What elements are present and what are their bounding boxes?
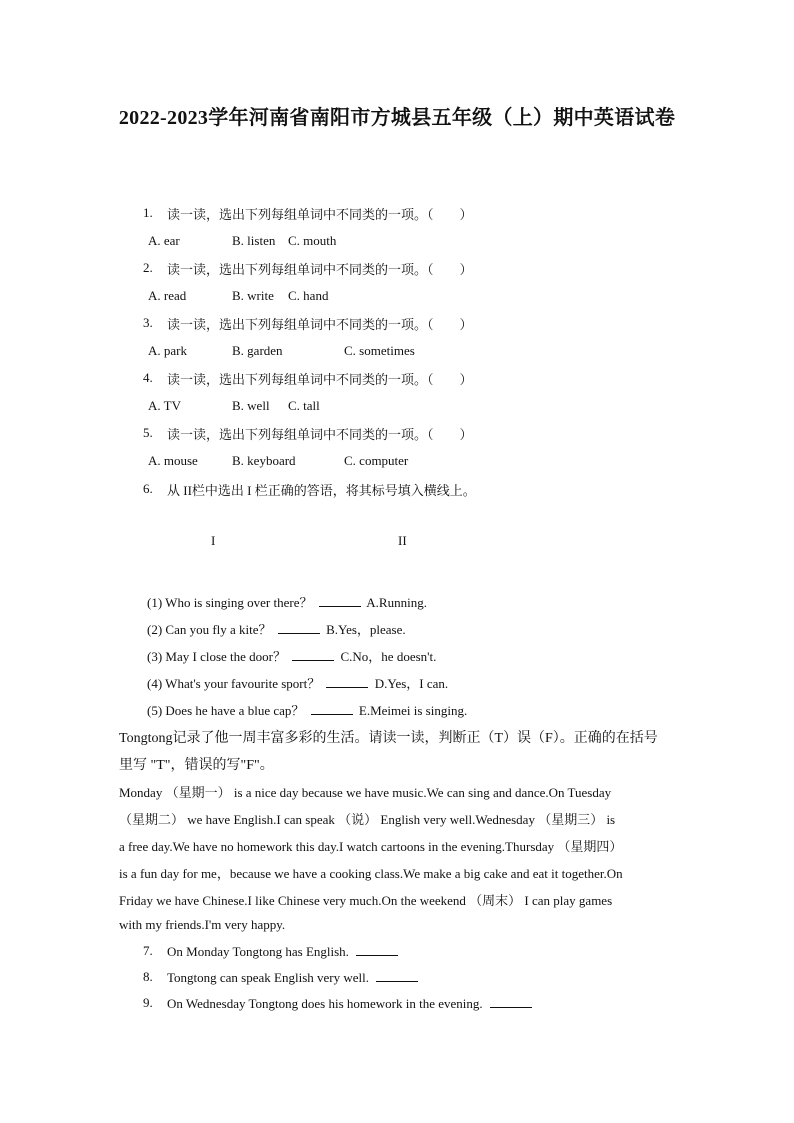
option-a: A. park: [148, 343, 187, 358]
answer-blank[interactable]: [490, 995, 532, 1008]
passage-line: Friday we have Chinese.I like Chinese very much.On the weekend （周末） I can play games: [119, 893, 613, 908]
match-item: [147, 619, 406, 638]
match-question: (3) May I close the door？: [147, 649, 286, 664]
option-b: B. write: [232, 288, 274, 303]
match-answer: E.Meimei is singing.: [358, 703, 468, 718]
passage-line: a free day.We have no homework this day.I watch cartoons in the evening.Thursday （星期四）: [119, 839, 623, 854]
passage-line: Monday （星期一） is a nice day because we have music.We can sing and dance.On Tuesday: [119, 785, 612, 800]
answer-blank[interactable]: [319, 594, 361, 607]
match-answer: C.No，he doesn't.: [340, 649, 437, 664]
match-item: [147, 646, 436, 665]
match-item: [147, 673, 448, 692]
match-answer: D.Yes，I can.: [374, 676, 449, 691]
answer-blank[interactable]: [292, 648, 334, 661]
match-question: (4) What's your favourite sport？: [147, 676, 321, 691]
question-number: 3.: [143, 315, 153, 330]
option-a: A. TV: [148, 398, 181, 413]
question-stem: 读一读，选出下列每组单词中不同类的一项。（ ）: [167, 427, 473, 442]
statement-text: On Wednesday Tongtong does his homework in the evening.: [167, 996, 483, 1011]
statement: [167, 943, 398, 960]
statement-text: Tongtong can speak English very well.: [167, 970, 369, 985]
option-b: B. listen: [232, 233, 276, 248]
question-number: 4.: [143, 370, 153, 385]
option-c: C. tall: [288, 398, 320, 413]
match-answer: A.Running.: [366, 595, 427, 610]
statement: [167, 995, 532, 1012]
option-b: B. garden: [232, 343, 283, 358]
option-c: C. sometimes: [344, 343, 415, 358]
passage-line: is a fun day for me，because we have a cooking class.We make a big cake and eat it together.On: [119, 866, 623, 881]
answer-blank[interactable]: [311, 702, 353, 715]
question-stem: 读一读，选出下列每组单词中不同类的一项。（ ）: [167, 317, 473, 332]
question-number: 2.: [143, 260, 153, 275]
passage-line: with my friends.I'm very happy.: [119, 917, 286, 932]
question-number: 5.: [143, 425, 153, 440]
answer-blank[interactable]: [278, 621, 320, 634]
column-header-ii: II: [398, 533, 407, 548]
option-b: B. well: [232, 398, 270, 413]
option-a: A. ear: [148, 233, 180, 248]
reading-instruction: Tongtong记录了他一周丰富多彩的生活。请读一读，判断正（T）误（F）。正确的在括号: [119, 731, 658, 746]
option-c: C. hand: [288, 288, 329, 303]
answer-blank[interactable]: [326, 675, 368, 688]
question-stem: 读一读，选出下列每组单词中不同类的一项。（ ）: [167, 207, 473, 222]
column-header-i: I: [211, 533, 216, 548]
question-number: 9.: [143, 995, 153, 1010]
option-a: A. read: [148, 288, 187, 303]
question-stem: 读一读，选出下列每组单词中不同类的一项。（ ）: [167, 372, 473, 387]
answer-blank[interactable]: [356, 943, 398, 956]
option-b: B. keyboard: [232, 453, 296, 468]
question-stem: 从 II栏中选出 I 栏正确的答语，将其标号填入横线上。: [167, 483, 476, 498]
question-number: 8.: [143, 969, 153, 984]
answer-blank[interactable]: [376, 969, 418, 982]
option-c: C. mouth: [288, 233, 337, 248]
option-c: C. computer: [344, 453, 409, 468]
question-number: 7.: [143, 943, 153, 958]
statement: [167, 969, 418, 986]
question-number: 1.: [143, 205, 153, 220]
match-item: [147, 592, 427, 611]
page-title: 2022-2023学年河南省南阳市方城县五年级（上）期中英语试卷: [118, 107, 676, 129]
match-answer: B.Yes，please.: [326, 622, 406, 637]
passage-line: （星期二） we have English.I can speak （说） English very well.Wednesday （星期三） is: [119, 812, 616, 827]
statement-text: On Monday Tongtong has English.: [167, 944, 349, 959]
question-number: 6.: [143, 481, 153, 496]
match-question: (5) Does he have a blue cap？: [147, 703, 305, 718]
match-question: (2) Can you fly a kite？: [147, 622, 272, 637]
option-a: A. mouse: [148, 453, 198, 468]
match-question: (1) Who is singing over there？: [147, 595, 313, 610]
match-item: [147, 700, 467, 719]
reading-instruction: 里写 "T"，错误的写"F"。: [119, 758, 274, 773]
question-stem: 读一读，选出下列每组单词中不同类的一项。（ ）: [167, 262, 473, 277]
